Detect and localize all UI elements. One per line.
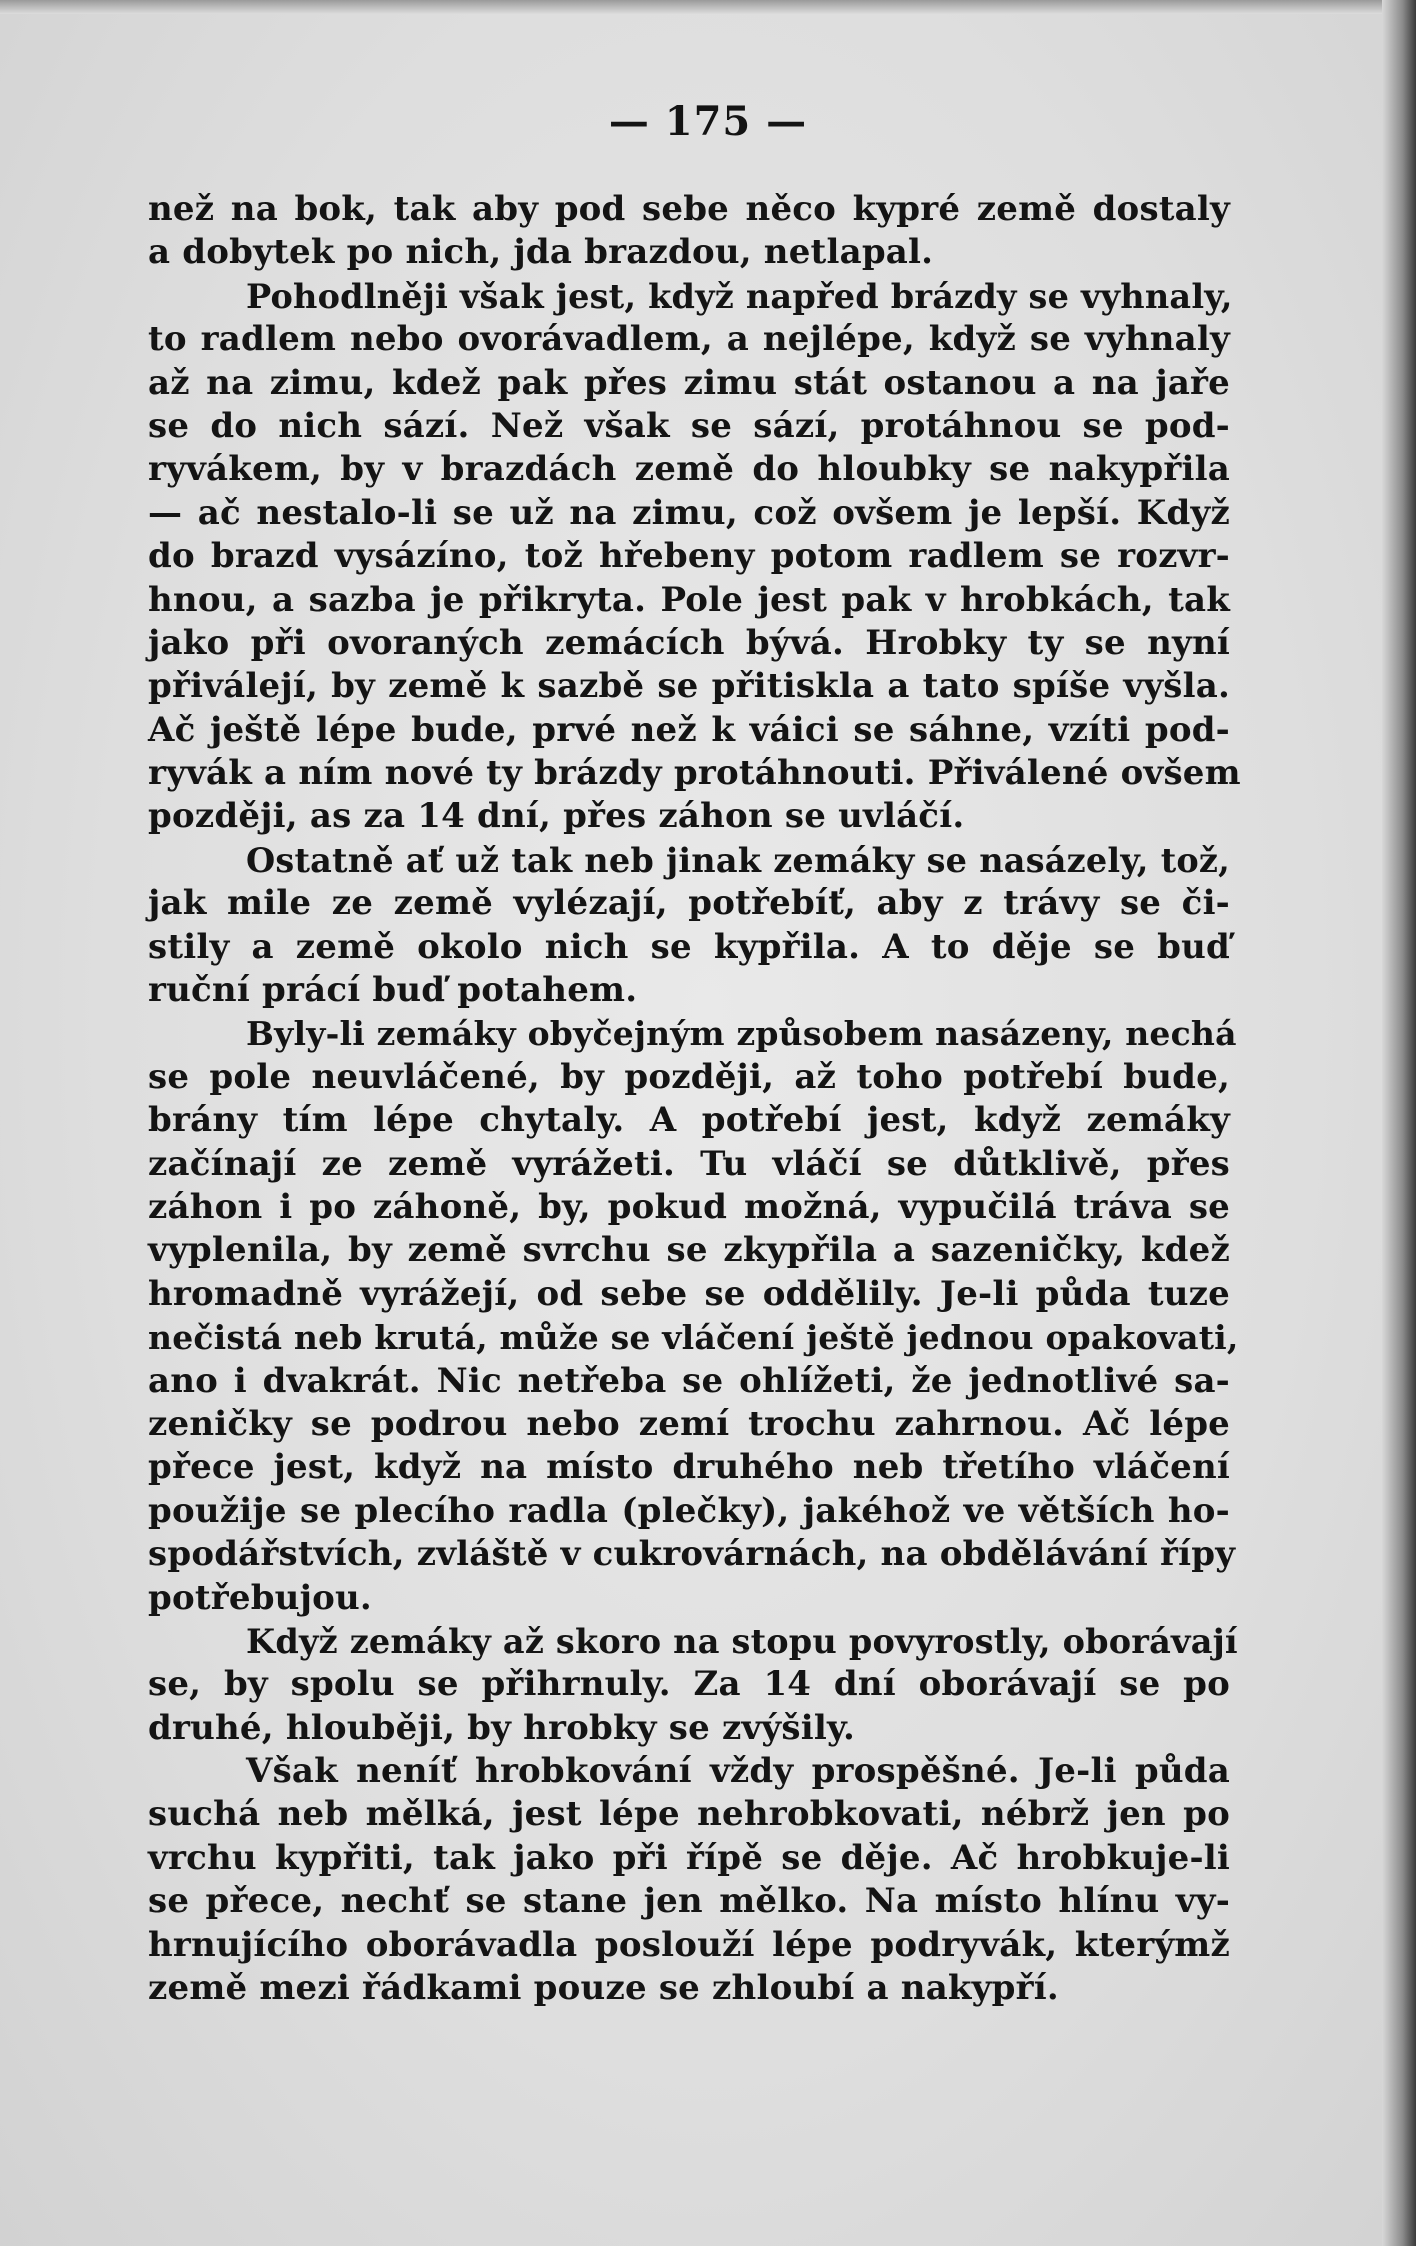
text-line: ryvákem, by v brazdách země do hloubky se nakypřila	[148, 449, 1230, 490]
text-line: použije se plecího radla (plečky), jakéhož ve větších ho-	[148, 1490, 1230, 1531]
text-line: než na bok, tak aby pod sebe něco kypré země dostaly	[148, 189, 1230, 229]
text-line: jak mile ze země vylézají, potřebíť, aby z trávy se či-	[148, 883, 1230, 924]
text-line: jako při ovoraných zemácích bývá. Hrobky ty se nyní	[148, 622, 1230, 663]
text-line: do brazd vysázíno, tož hřebeny potom radlem se rozvr-	[148, 536, 1230, 577]
text-line: Však neníť hrobkování vždy prospěšné. Je-li půda	[246, 1751, 1230, 1792]
text-line: až na zimu, kdež pak přes zimu stát ostanou a na jaře	[148, 362, 1230, 403]
text-line: se, by spolu se přihrnuly. Za 14 dní oborávají se po	[148, 1664, 1230, 1705]
text-line: vrchu kypřiti, tak jako při řípě se děje. Ač hrobkuje-li	[148, 1837, 1230, 1878]
text-line: Když zemáky až skoro na stopu povyrostly, oborávají	[246, 1621, 1238, 1661]
text-line: hromadně vyrážejí, od sebe se oddělily. Je-li půda tuze	[148, 1273, 1230, 1314]
text-line: ruční prácí buď potahem.	[148, 970, 638, 1011]
text-line: — ač nestalo-li se už na zimu, což ovšem je lepší. Když	[148, 492, 1230, 533]
text-line: vyplenila, by země svrchu se zkypřila a sazeničky, kdež	[148, 1230, 1230, 1271]
text-line: hnou, a sazba je přikryta. Pole jest pak v hrobkách, tak	[148, 579, 1230, 620]
page-top-edge	[0, 0, 1416, 14]
text-line: a dobytek po nich, jda brazdou, netlapal.	[148, 232, 934, 273]
text-line: ano i dvakrát. Nic netřeba se ohlížeti, že jednotlivé sa-	[148, 1360, 1230, 1401]
text-line: Byly-li zemáky obyčejným způsobem nasázeny, nechá	[246, 1014, 1237, 1054]
body-text	[148, 188, 1241, 2010]
text-line: se do nich sází. Než však se sází, protáhnou se pod-	[148, 405, 1230, 446]
text-line: to radlem nebo ovorávadlem, a nejlépe, když se vyhnaly	[148, 319, 1230, 360]
text-line: suchá neb mělká, jest lépe nehrobkovati, nébrž jen po	[148, 1794, 1230, 1835]
text-line: spodářstvích, zvláště v cukrovárnách, na obdělávání řípy	[148, 1534, 1236, 1575]
text-line: potřebujou.	[148, 1577, 372, 1618]
text-line: brány tím lépe chytaly. A potřebí jest, když zemáky	[148, 1100, 1230, 1141]
text-line: země mezi řádkami pouze se zhloubí a nakypří.	[148, 1968, 1059, 2009]
page-number: — 175 —	[608, 98, 808, 145]
text-line: záhon i po záhoně, by, pokud možná, vypučilá tráva se	[148, 1186, 1230, 1227]
text-line: druhé, hlouběji, by hrobky se zvýšily.	[148, 1707, 856, 1748]
text-line: nečistá neb krutá, může se vláčení ještě jednou opakovati,	[148, 1318, 1239, 1358]
text-line: přiválejí, by země k sazbě se přitiskla a tato spíše vyšla.	[148, 666, 1230, 707]
text-line: se pole neuvláčené, by později, až toho potřebí bude,	[148, 1056, 1230, 1097]
page-binding-edge	[1382, 0, 1416, 2246]
text-line: začínají ze země vyrážeti. Tu vláčí se důtklivě, přes	[148, 1143, 1230, 1184]
text-line: Ostatně ať už tak neb jinak zemáky se nasázely, tož,	[246, 840, 1230, 880]
text-line: hrnujícího oborávadla poslouží lépe podryvák, kterýmž	[148, 1924, 1230, 1965]
text-line: se přece, nechť se stane jen mělko. Na místo hlínu vy-	[148, 1881, 1230, 1922]
text-line: Ač ještě lépe bude, prvé než k váici se sáhne, vzíti pod-	[148, 709, 1230, 750]
text-line: později, as za 14 dní, přes záhon se uvláčí.	[148, 796, 965, 837]
text-line: přece jest, když na místo druhého neb třetího vláčení	[148, 1447, 1230, 1488]
text-line: Pohodlněji však jest, když napřed brázdy se vyhnaly,	[246, 276, 1233, 316]
text-line: zeničky se podrou nebo zemí trochu zahrnou. Ač lépe	[148, 1403, 1230, 1444]
text-line: ryvák a ním nové ty brázdy protáhnouti. Přiválené ovšem	[148, 753, 1241, 794]
text-line: stily a země okolo nich se kypřila. A to děje se buď	[148, 926, 1230, 967]
